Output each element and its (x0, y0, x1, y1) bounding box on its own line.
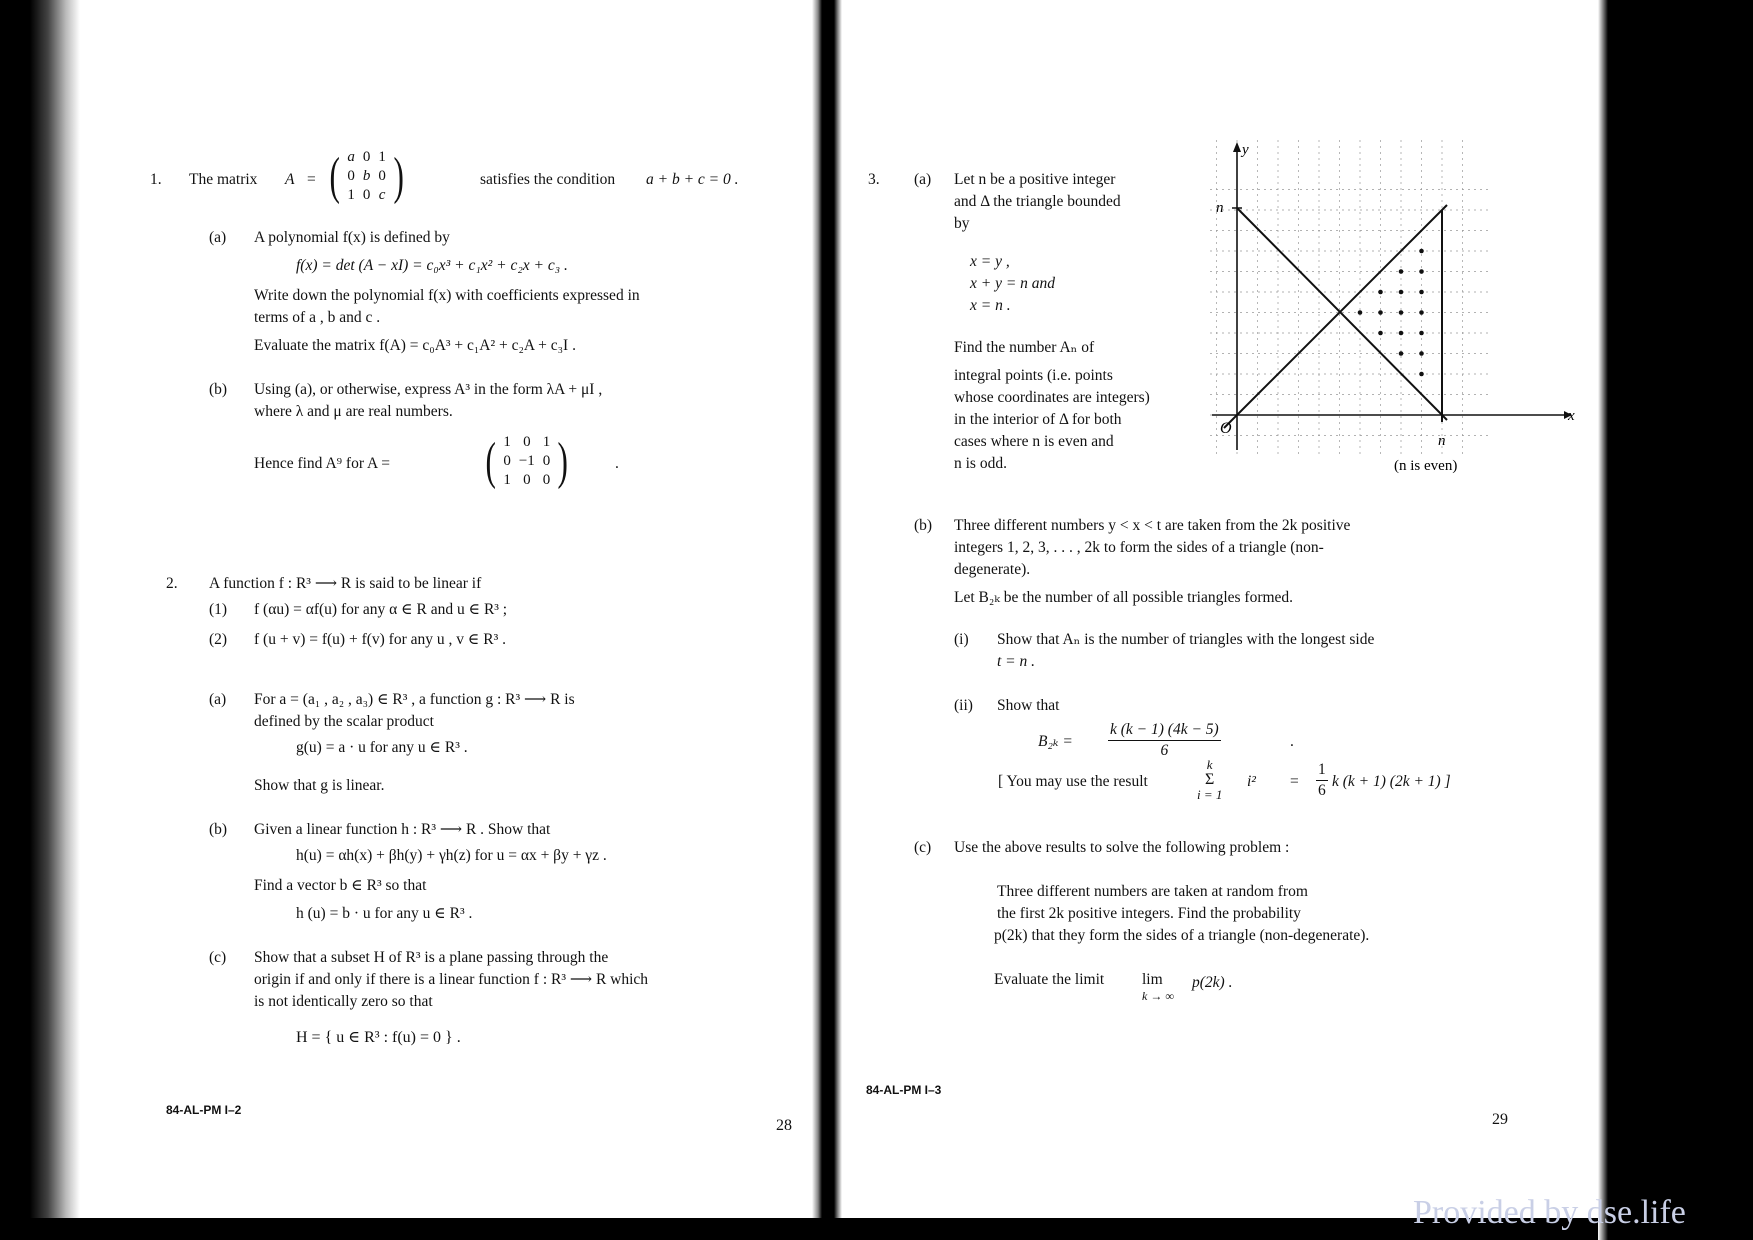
q3bi-line1: Show that Aₙ is the number of triangles with the longest side (997, 631, 1375, 648)
hint-denominator: 6 (1318, 782, 1326, 799)
sigma-upper: k (1206, 757, 1213, 772)
integral-point (1399, 331, 1404, 336)
book-edge-shadow-right (1598, 0, 1753, 1240)
integral-point (1378, 310, 1383, 315)
matrix-A-cell: 1 (378, 149, 386, 165)
matrix-A-cell: b (362, 168, 371, 184)
q3c-lim: lim (1142, 971, 1163, 988)
q3c-line5-post: p(2k) . (1192, 974, 1233, 991)
q3a-line3: by (954, 215, 970, 232)
line-x-equals-y (1224, 205, 1447, 428)
q1b-end: . (615, 455, 619, 472)
matrix-B-cell: 1 (503, 472, 511, 488)
origin-label: O (1220, 420, 1232, 437)
hint-pre: [ You may use the result (998, 773, 1148, 790)
integral-point (1399, 351, 1404, 356)
q3bii-line1: Show that (997, 697, 1060, 714)
q1a-label: (a) (209, 229, 227, 246)
matrix-A-cell: 0 (362, 187, 371, 203)
matrix-B-cell: −1 (518, 453, 535, 469)
n-on-y-axis: n (1216, 200, 1224, 216)
page-29 (842, 0, 1598, 1218)
hint-eq: = (1290, 773, 1299, 790)
integral-point (1399, 310, 1404, 315)
q2b-label: (b) (209, 821, 228, 838)
matrix-A-cell: 0 (378, 168, 386, 184)
matrix-A-cell: c (378, 187, 386, 203)
matrix-A-cell: 1 (347, 187, 355, 203)
q2a-formula: g(u) = a · u for any u ∈ R³ . (296, 739, 468, 756)
integral-point (1419, 290, 1424, 295)
triangle-figure (1202, 130, 1592, 480)
hint-term: i² (1247, 773, 1256, 790)
matrix-B-cell: 0 (523, 434, 531, 450)
q1-intro-post: satisfies the condition (480, 171, 616, 188)
q2-cond1-label: (1) (209, 601, 228, 618)
q1b-label: (b) (209, 381, 228, 398)
q3bii-label: (ii) (954, 697, 973, 714)
q2b-formula2: h (u) = b · u for any u ∈ R³ . (296, 905, 473, 922)
q1-number: 1. (150, 171, 162, 188)
q2b-line2: Find a vector b ∈ R³ so that (254, 877, 427, 894)
matrix-A: ( a 0 1 0 b 0 1 0 c ) (329, 147, 404, 205)
matrix-B-cell: 0 (542, 472, 551, 488)
q3c-line2: Three different numbers are taken at random from (997, 883, 1308, 900)
book-gutter-shadow (812, 0, 842, 1240)
q2c-label: (c) (209, 949, 227, 966)
q3a-eq1: x = y , (970, 253, 1010, 270)
integral-point (1358, 310, 1363, 315)
q1a-line4: Evaluate the matrix f(A) = c₀A³ + c₁A² + c₂A + c₃I . (254, 337, 576, 354)
q3c-line4: p(2k) that they form the sides of a triangle (non-degenerate). (994, 927, 1370, 944)
footer-code-left: 84-AL-PM I–2 (166, 1103, 242, 1117)
q3a-line1: Let n be a positive integer (954, 171, 1116, 188)
q1a-line2: Write down the polynomial f(x) with coefficients expressed in (254, 287, 640, 304)
q1-matrix-name: A (285, 171, 295, 188)
q2-cond2: f (u + v) = f(u) + f(v) for any u , v ∈ R³ . (254, 631, 506, 648)
q3bii-end: . (1290, 733, 1294, 750)
q2a-line1: For a = (a₁ , a₂ , a₃) ∈ R³ , a function g : R³ ⟶ R is (254, 691, 575, 708)
q3bii-lhs: B₂ₖ = (1038, 733, 1073, 750)
q3a-find2: integral points (i.e. points (954, 367, 1113, 384)
hint-post: k (k + 1) (2k + 1) ] (1332, 773, 1451, 790)
matrix-B: ( 1 0 1 0 −1 0 1 0 0 ) (485, 432, 569, 490)
q2-number: 2. (166, 575, 178, 592)
q2b-formula: h(u) = αh(x) + βh(y) + γh(z) for u = αx + βy + γz . (296, 847, 607, 864)
q1a-formula: f(x) = det (A − xI) = c₀x³ + c₁x² + c₂x + c₃ . (296, 257, 568, 274)
q2c-line1: Show that a subset H of R³ is a plane passing through the (254, 949, 609, 966)
q2a-line2: defined by the scalar product (254, 713, 434, 730)
q3a-line2: and Δ the triangle bounded (954, 193, 1121, 210)
q3a-find6: n is odd. (954, 455, 1007, 472)
q2b-line1: Given a linear function h : R³ ⟶ R . Show that (254, 821, 551, 838)
book-spine-shadow-left (0, 0, 80, 1240)
q2c-formula: H = { u ∈ R³ : f(u) = 0 } . (296, 1029, 461, 1046)
scan-bottom-edge (0, 1218, 1598, 1240)
watermark: Provided by dse.life (1413, 1194, 1686, 1231)
page-number-left: 28 (776, 1117, 792, 1134)
q2a-line3: Show that g is linear. (254, 777, 385, 794)
q3a-find5: cases where n is even and (954, 433, 1114, 450)
integral-point (1419, 269, 1424, 274)
q1b-line2: where λ and μ are real numbers. (254, 403, 453, 420)
integral-point (1399, 290, 1404, 295)
q3bi-line2: t = n . (997, 653, 1036, 670)
integral-point (1419, 351, 1424, 356)
integral-point (1419, 249, 1424, 254)
q3c-line1: Use the above results to solve the following problem : (954, 839, 1290, 856)
q3b-label: (b) (914, 517, 933, 534)
figure-grid (1210, 140, 1492, 455)
q1a-line1: A polynomial f(x) is defined by (254, 229, 450, 246)
y-axis-label: y (1242, 142, 1249, 158)
q1b-line1: Using (a), or otherwise, express A³ in the form λA + μI , (254, 381, 603, 398)
q3a-find3: whose coordinates are integers) (954, 389, 1150, 406)
matrix-B-cell: 0 (523, 472, 531, 488)
q3b-line3: degenerate). (954, 561, 1031, 578)
sigma-symbol: Σ (1205, 771, 1215, 788)
q1-intro-pre: The matrix (189, 171, 258, 188)
q3a-eq3: x = n . (970, 297, 1011, 314)
q3b-line1: Three different numbers y < x < t are taken from the 2k positive (954, 517, 1351, 534)
figure-caption: (n is even) (1394, 458, 1458, 474)
integral-point (1378, 290, 1383, 295)
matrix-B-cell: 1 (542, 434, 551, 450)
matrix-B-cell: 0 (542, 453, 551, 469)
footer-code-right: 84-AL-PM I–3 (866, 1083, 942, 1097)
n-on-x-axis: n (1438, 433, 1446, 449)
matrix-A-cell: 0 (347, 168, 355, 184)
q1-eq: = (307, 171, 316, 188)
integral-point (1419, 331, 1424, 336)
q1-condition: a + b + c = 0 . (646, 171, 739, 188)
q3c-line5-pre: Evaluate the limit (994, 971, 1105, 988)
y-axis-arrow (1233, 142, 1241, 152)
sigma-lower: i = 1 (1197, 787, 1223, 802)
matrix-B-cell: 0 (503, 453, 511, 469)
q3bii-numerator: k (k − 1) (4k − 5) (1108, 720, 1221, 741)
q3bi-label: (i) (954, 631, 969, 648)
q3-number: 3. (868, 171, 880, 188)
q2c-line2: origin if and only if there is a linear function f : R³ ⟶ R which (254, 971, 649, 988)
q3bii-fraction (1108, 720, 1221, 761)
matrix-A-cell: a (347, 149, 355, 165)
q3a-find1: Find the number Aₙ of (954, 339, 1095, 356)
q2a-label: (a) (209, 691, 227, 708)
integral-point (1378, 331, 1383, 336)
q3a-eq2: x + y = n and (970, 275, 1056, 292)
q3a-label: (a) (914, 171, 932, 188)
q1a-line3: terms of a , b and c . (254, 309, 381, 326)
q3bii-denominator: 6 (1160, 742, 1169, 759)
q2c-line3: is not identically zero so that (254, 993, 433, 1010)
q2-cond1: f (αu) = αf(u) for any α ∈ R and u ∈ R³ ; (254, 601, 508, 618)
integral-point (1419, 310, 1424, 315)
q2-cond2-label: (2) (209, 631, 228, 648)
hint-fraction (1316, 760, 1328, 801)
x-axis-label: x (1568, 408, 1575, 424)
hint-sigma (1197, 758, 1222, 802)
page-number-right: 29 (1492, 1111, 1508, 1128)
q3c-lim-sub: k → ∞ (1142, 989, 1174, 1003)
matrix-B-cell: 1 (503, 434, 511, 450)
q2-intro: A function f : R³ ⟶ R is said to be linear if (209, 575, 482, 592)
page-28 (80, 0, 812, 1218)
integral-point (1399, 269, 1404, 274)
matrix-A-cell: 0 (362, 149, 371, 165)
q1b-hence: Hence find A⁹ for A = (254, 455, 390, 472)
line-x-plus-y-equals-n (1237, 208, 1447, 420)
q3b-line4: Let B₂ₖ be the number of all possible triangles formed. (954, 589, 1294, 606)
hint-numerator: 1 (1316, 760, 1328, 781)
integral-point (1419, 372, 1424, 377)
q3c-line3: the first 2k positive integers. Find the probability (997, 905, 1301, 922)
q3a-find4: in the interior of Δ for both (954, 411, 1122, 428)
q3b-line2: integers 1, 2, 3, . . . , 2k to form the sides of a triangle (non- (954, 539, 1324, 556)
q3c-label: (c) (914, 839, 932, 856)
